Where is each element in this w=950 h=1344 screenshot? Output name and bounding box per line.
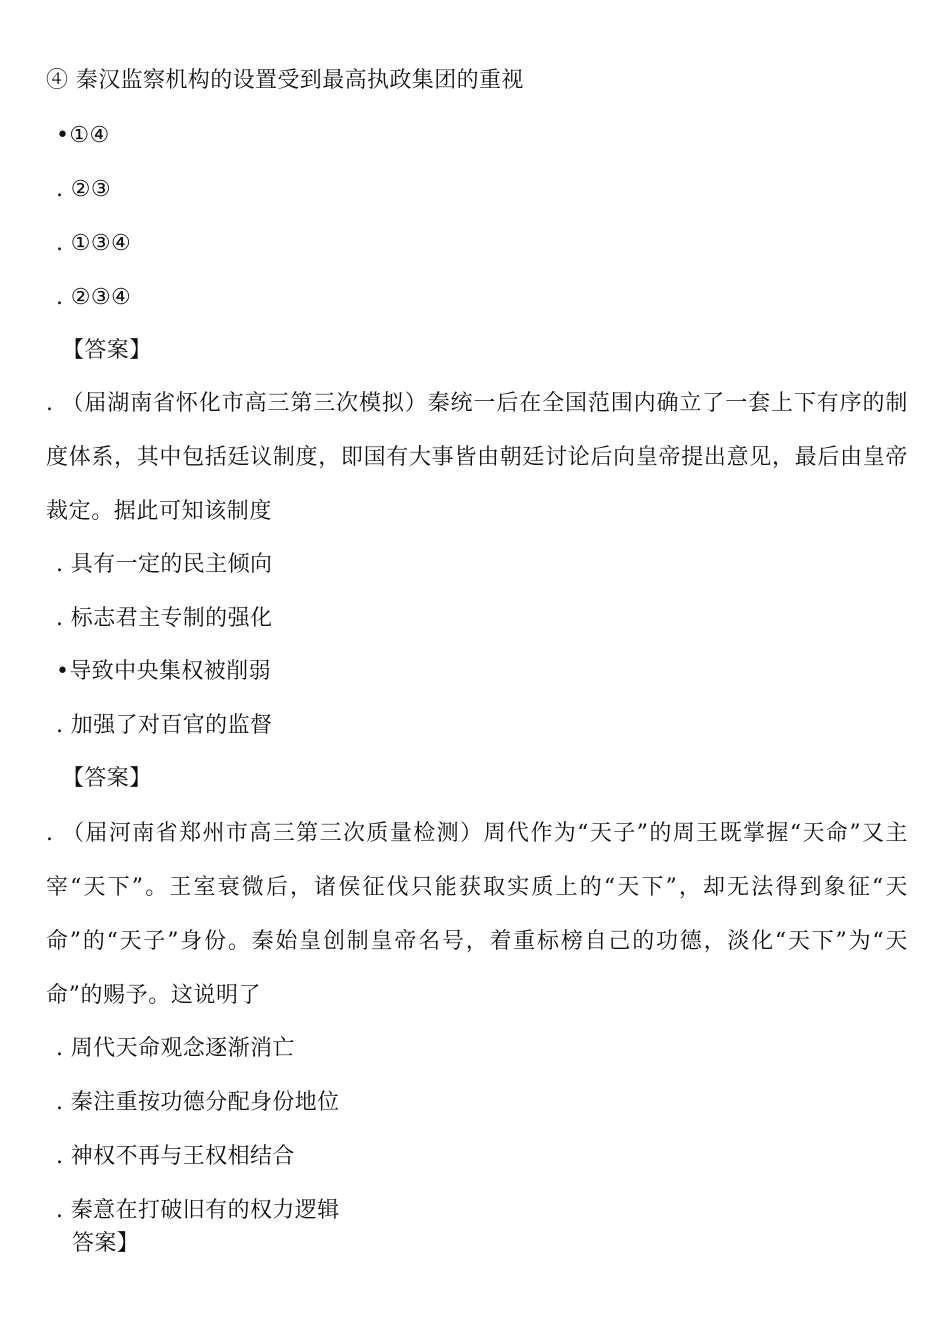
q3-option-b: . 秦注重按功德分配身份地位 — [56, 1090, 340, 1115]
q3-stem: . （届河南省郑州市高三第三次质量检测）周代作为“天子”的周王既掌握“天命”又主宰“天下”。王室衰微后，诸侯征伐只能获取实质上的“天下”，却无法得到象征“天命”的“天子”身份。秦始皇创制皇帝名号，着重标榜自己的功德，淡化“天下”为“天命”的赐予。这说明了 — [46, 821, 908, 1008]
q2-stem: . （届湖南省怀化市高三第三次模拟）秦统一后在全国范围内确立了一套上下有序的制度体系，其中包括廷议制度，即国有大事皆由朝廷讨论后向皇帝提出意见，最后由皇帝裁定。据此可知该制度 — [46, 391, 908, 524]
q1-statement-4: ④ 秦汉监察机构的设置受到最高执政集团的重视 — [46, 68, 524, 93]
q2-option-c: •导致中央集权被削弱 — [56, 659, 271, 684]
q3-answer-label: 答案】 — [72, 1231, 140, 1256]
q3-option-c: . 神权不再与王权相结合 — [56, 1144, 295, 1169]
q1-option-a: •①④ — [56, 123, 110, 148]
q2-answer-label: 【答案】 — [62, 766, 152, 791]
q3-option-d: . 秦意在打破旧有的权力逻辑 — [56, 1198, 340, 1223]
q1-answer-label: 【答案】 — [62, 338, 152, 363]
q3-option-a: . 周代天命观念逐渐消亡 — [56, 1036, 295, 1061]
q2-option-d: . 加强了对百官的监督 — [56, 713, 273, 738]
q1-option-b: . ②③ — [56, 177, 112, 202]
q2-option-b: . 标志君主专制的强化 — [56, 606, 273, 631]
q2-option-a: . 具有一定的民主倾向 — [56, 552, 273, 577]
q1-option-c: . ①③④ — [56, 231, 132, 256]
q1-option-d: . ②③④ — [56, 285, 132, 310]
